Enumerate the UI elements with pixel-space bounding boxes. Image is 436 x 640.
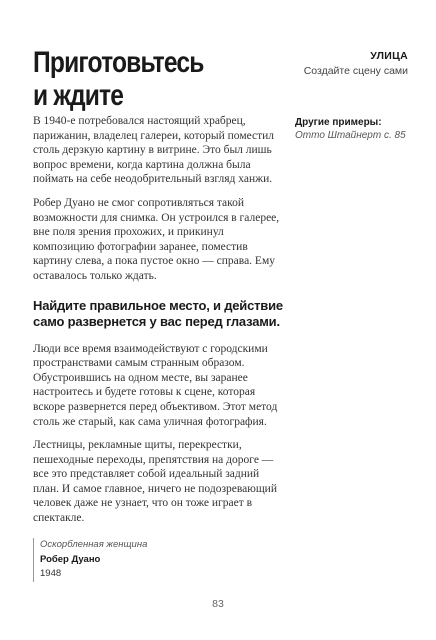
section-label: УЛИЦА <box>370 50 408 62</box>
caption-year: 1948 <box>40 568 62 579</box>
page-title <box>33 46 238 112</box>
other-examples-reference: Отто Штайнерт с. 85 <box>295 130 406 141</box>
body-paragraph-1: В 1940-е потребовался настоящий храбрец, парижанин, владелец галереи, который поместил столь дерзкую картину в витрине. Это был лишь вопрос времени, когда картина должна была поймать на себе неодобрительный взгляд ханжи. <box>33 115 275 186</box>
page-title-line-1: Приготовьтесь <box>33 46 204 79</box>
subheading: Найдите правильное место, и действие само развернется у вас перед глазами. <box>33 297 283 329</box>
section-subtitle: Создайте сцену сами <box>303 65 408 77</box>
body-paragraph-2: Робер Дуано не смог сопротивляться такой возможности для снимка. Он устроился в галерее, вне поля зрения прохожих, и прикинул композицию фотографии заранее, поместив картину слева, а пока пустое окно — справа. Ему оставалось только ждать. <box>33 196 280 282</box>
caption-author: Робер Дуано <box>40 553 101 565</box>
body-paragraph-3: Люди все время взаимодействуют с городскими пространствами самым странным образом. Обустроившись на одном месте, вы заранее настроитесь и будете готовы к сцене, которая вскоре развернется перед объективом. Этот метод столь же старый, как сама уличная фотография. <box>33 342 278 428</box>
other-examples-label: Другие примеры: <box>295 117 382 128</box>
main-text <box>33 114 283 535</box>
body-paragraph-4: Лестницы, рекламные щиты, перекрестки, пешеходные переходы, препятствия на дороге — все это представляет собой идеальный задний план. И самое главное, ничего не подозревающий человек даже не узнает, что он тоже играет в спектакле. <box>33 439 277 525</box>
caption-title: Оскорбленная женщина <box>40 539 148 550</box>
page-title-line-2: и ждите <box>33 79 124 112</box>
photo-caption <box>33 538 147 582</box>
page-number: 83 <box>212 598 224 610</box>
